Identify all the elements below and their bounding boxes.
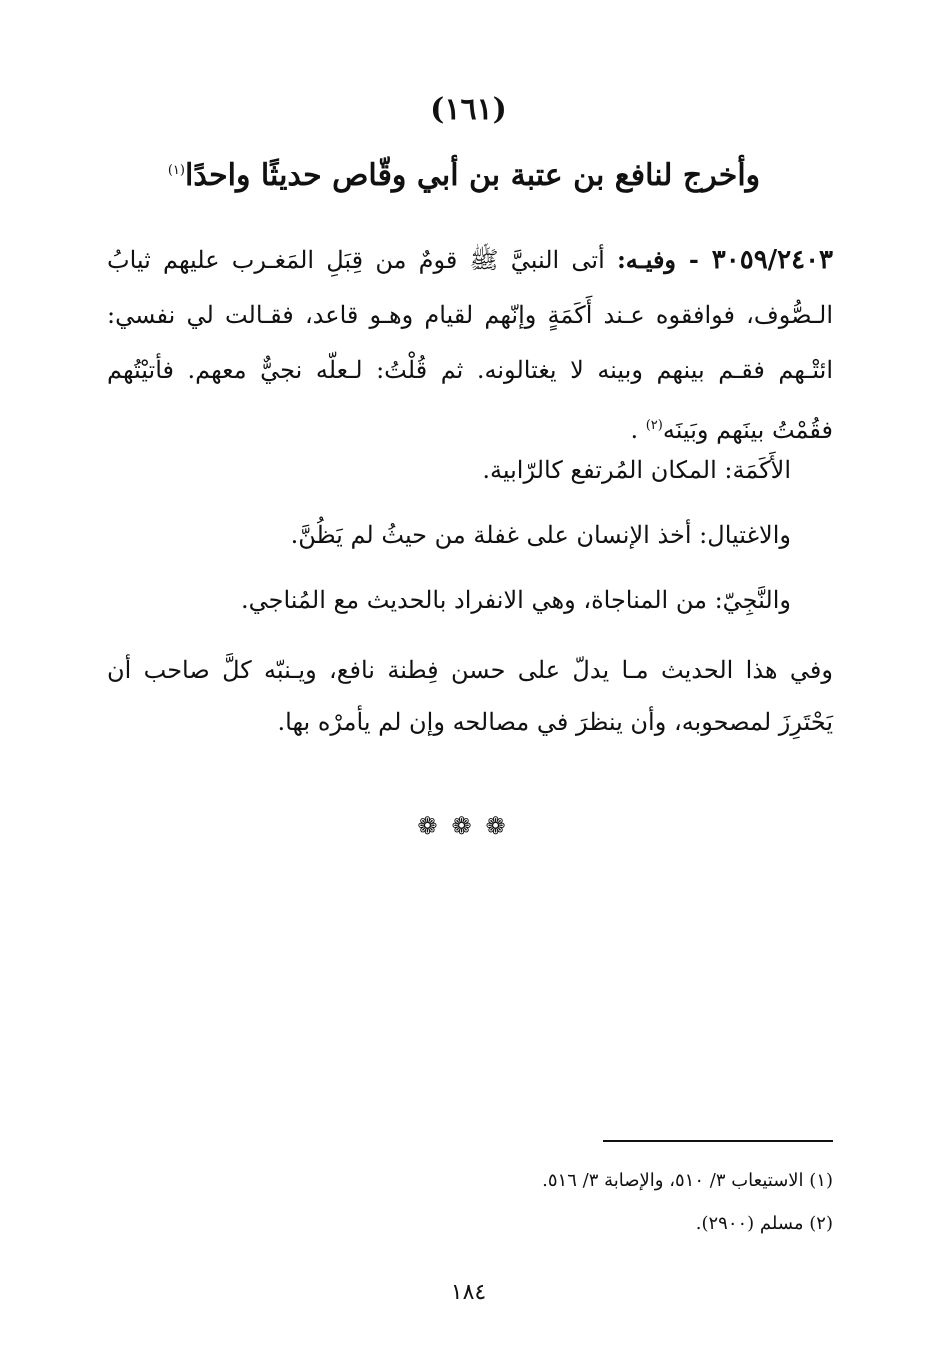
footnote-divider	[603, 1140, 833, 1142]
chapter-title-text: وأخرج لنافع بن عتبة بن أبي وقّاص حديثًا واحدًا	[184, 158, 761, 193]
chapter-footnote-ref: (١)	[167, 163, 185, 178]
hadith-number: ٣٠٥٩/٢٤٠٣	[711, 245, 834, 275]
section-separator: ❁❁❁	[417, 812, 520, 840]
page-number: ١٨٤	[450, 1280, 487, 1305]
hadith-text: أتى النبيَّ ﷺ قومٌ من قِبَلِ المَغـرب عليهم ثيابُ الـصُّوف، فوافقوه عـند أَكَمَةٍ وإنّهم لقيام وهـو قاعد، فقـالت لي نفسي: ائتْـهم فقـم بينهم وبينه لا يغتالونه. ثم قُلْتُ: لـعلّه نجيٌّ معهم. فأتيْتُهم فقُمْتُ بينَهم وبَينَه	[107, 246, 833, 444]
chapter-title	[99, 158, 829, 193]
hadith-paragraph	[107, 232, 833, 458]
hadith-end: .	[630, 416, 646, 444]
gloss-akama: الأَكَمَة: المكان المُرتفع كالرّابية.	[482, 456, 791, 484]
gloss-ightiyal: والاغتيال: أخذ الإنسان على غفلة من حيثُ لم يَظُنَّ.	[290, 521, 791, 549]
section-number: (١٦١)	[430, 92, 507, 127]
gloss-najiy: والنَّجِيّ: من المناجاة، وهي الانفراد بالحديث مع المُناجي.	[241, 586, 791, 614]
footnote-1: (١) الاستيعاب ٣/ ٥١٠، والإصابة ٣/ ٥١٦.	[542, 1170, 833, 1191]
benefit-paragraph: وفي هذا الحديث مـا يدلّ على حسن فِطنة نافع، ويـنبّه كلَّ صاحب أن يَحْتَرِزَ لمصحوبه، وأن ينظرَ في مصالحه وإن لم يأمرْه بها.	[107, 656, 833, 736]
hadith-footnote-ref: (٢)	[645, 418, 663, 433]
hadith-lead: - وفيـه:	[616, 245, 712, 274]
footnote-2: (٢) مسلم (٢٩٠٠).	[695, 1213, 833, 1234]
